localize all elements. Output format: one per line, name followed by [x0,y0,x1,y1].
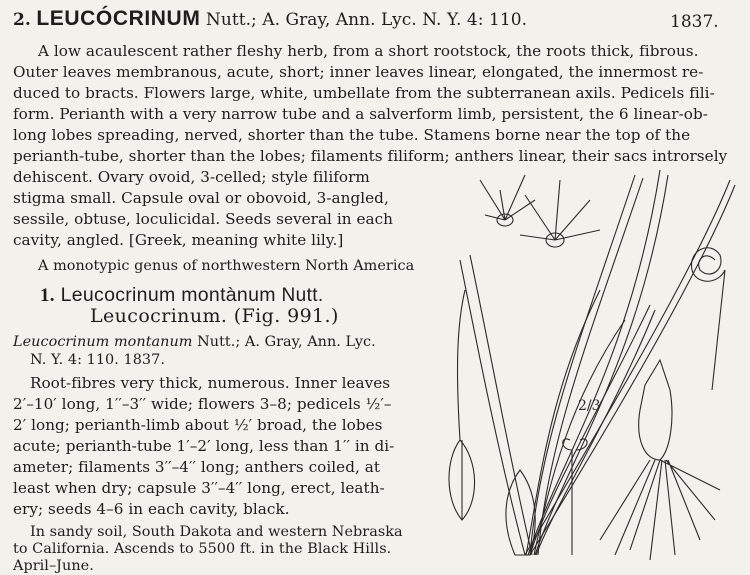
genus-authority: Nutt.; A. Gray, Ann. Lyc. N. Y. 4: 110. [205,10,528,30]
genus-desc-line: dehiscent. Ovary ovoid, 3-celled; style filiform [13,168,370,186]
genus-desc-line: form. Perianth with a very narrow tube and a salverform limb, persistent, the 6 linear-ob- [13,105,708,123]
species-number: 1. [40,285,55,306]
species-desc-line: Root-fibres very thick, numerous. Inner leaves [30,374,391,392]
anther-drawing [692,248,725,390]
genus-name: LEUCÓCRINUM [36,7,201,30]
species-common-line [90,307,339,325]
leaf-drawing [460,260,525,555]
species-desc-line: 2′–10′ long, 1′′–3′′ wide; flowers 3–8; pedicels ½′– [13,395,392,413]
roots-drawing [600,460,720,560]
genus-desc-line: sessile, obtuse, loculicidal. Seeds several in each [13,210,393,228]
flower-drawing [520,180,600,240]
species-desc-line: 2′ long; perianth-limb about ½′ broad, the lobes [13,416,383,434]
species-header [40,286,324,305]
species-authority: Nutt. [281,285,324,306]
scale-label: 2/3 [578,398,601,414]
species-desc-line: acute; perianth-tube 1′–2′ long, less than 1′′ in di- [13,437,395,455]
figure-reference: (Fig. 991.) [233,305,339,327]
leaf-drawing [530,305,650,555]
species-common-name: Leucocrinum. [90,305,228,327]
habitat-line: to California. Ascends to 5500 ft. in the Black Hills. [13,541,392,557]
species-desc-line: least when dry; capsule 3′′–4′′ long, erect, leath- [13,479,385,497]
species-name: Leucocrinum montànum [60,284,276,306]
genus-desc-line: duced to bracts. Flowers large, white, umbellate from the subterranean axils. Pedicels fili- [13,84,715,102]
capsule-drawing [458,290,465,440]
habitat-line: In sandy soil, South Dakota and western Nebraska [30,524,403,540]
genus-number: 2. [13,10,31,30]
species-desc-line: ery; seeds 4–6 in each cavity, black. [13,500,290,518]
roots-drawing [639,360,672,460]
habitat-line: April–June. [13,558,94,574]
citation-text: Nutt.; A. Gray, Ann. Lyc. [192,334,376,350]
citation-italic-name: Leucocrinum montanum [13,334,193,350]
genus-note: A monotypic genus of northwestern North America [38,258,415,274]
genus-header [13,7,528,30]
leaf-drawing [470,255,532,555]
genus-desc-line: stigma small. Capsule oval or obovoid, 3-angled, [13,189,389,207]
genus-desc-line: perianth-tube, shorter than the lobes; filaments filiform; anthers linear, their sacs introrsely [13,147,728,165]
citation-line-2: N. Y. 4: 110. 1837. [30,352,165,368]
genus-desc-line: cavity, angled. [Greek, meaning white lily.] [13,231,344,249]
genus-desc-line: Outer leaves membranous, acute, short; inner leaves linear, elongated, the innermost re- [13,63,704,81]
genus-year: 1837. [670,12,719,32]
leaf-drawing [536,310,655,555]
species-desc-line: ameter; filaments 3′′–4′′ long; anthers coiled, at [13,458,380,476]
genus-desc-line: A low acaulescent rather fleshy herb, from a short rootstock, the roots thick, fibrous. [38,42,699,60]
genus-desc-line: long lobes spreading, nerved, shorter than the tube. Stamens borne near the top of the [13,126,691,144]
citation-line [13,333,376,351]
plant-illustration [430,160,750,570]
leaf-drawing [538,178,643,555]
